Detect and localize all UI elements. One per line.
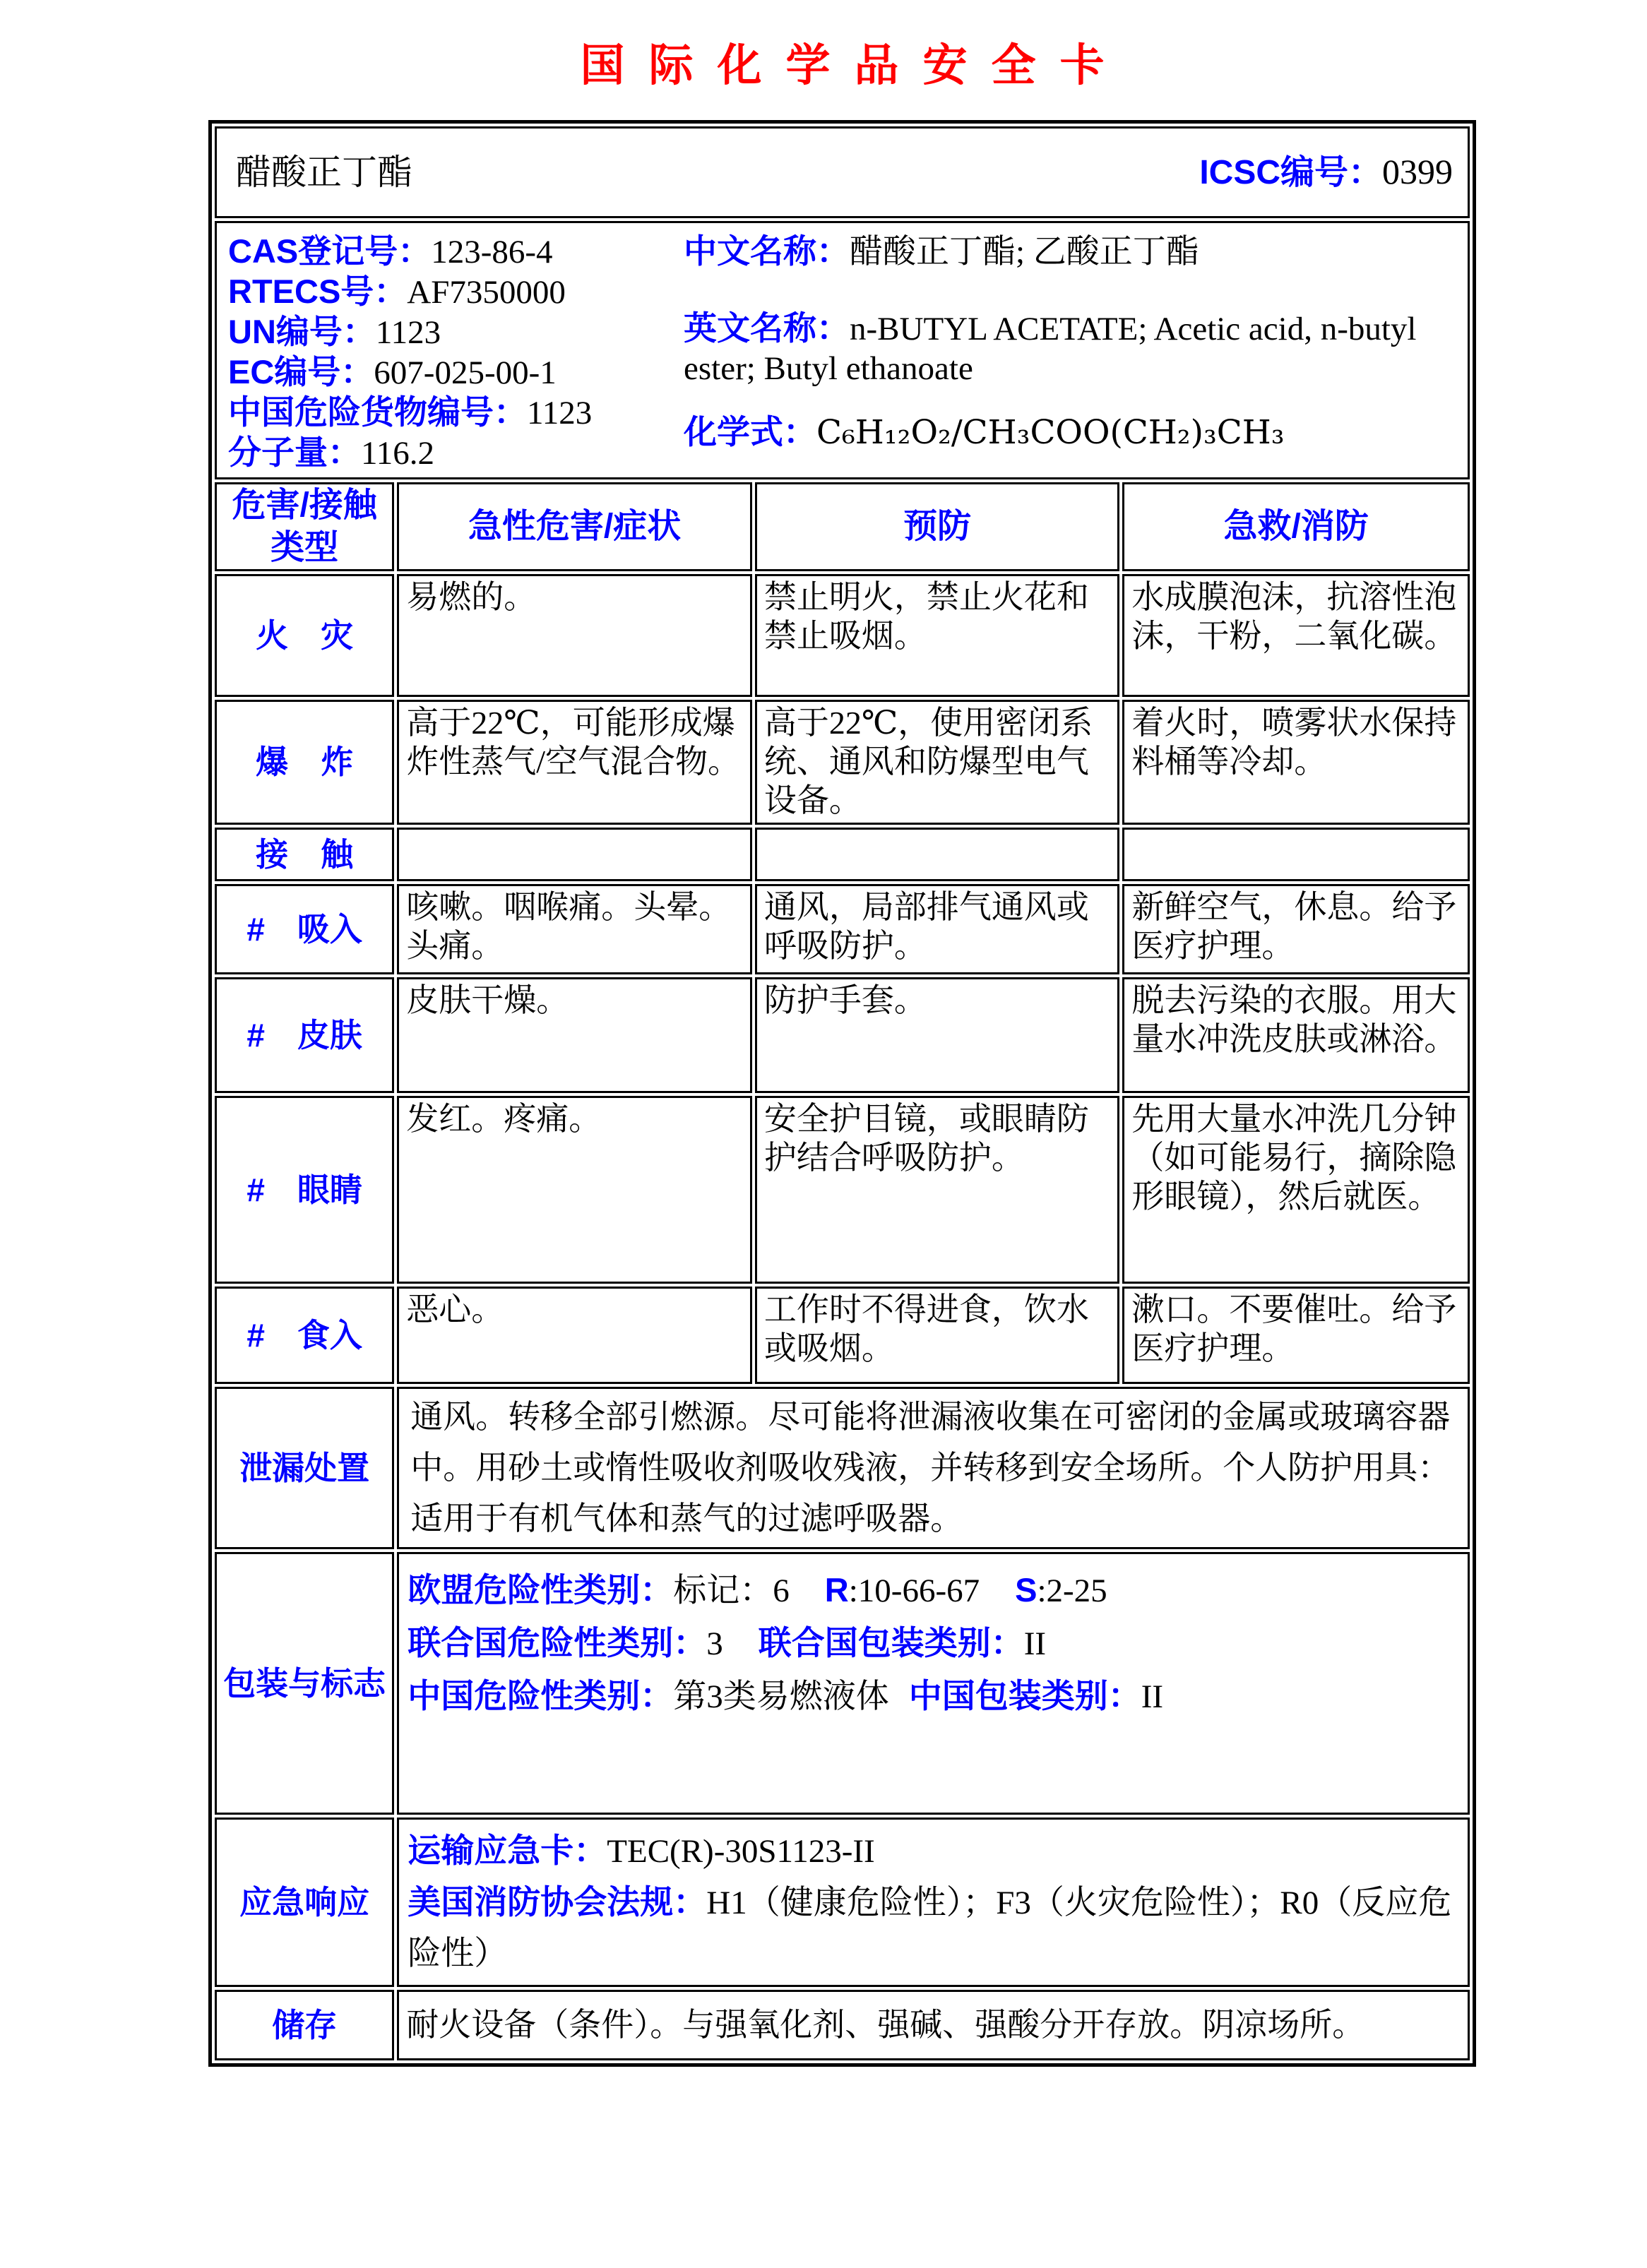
hazard-row-skin: [215, 977, 1470, 1093]
contact-label: 接 触: [215, 828, 394, 881]
chinese-name-value: 醋酸正丁酯; 乙酸正丁酯: [850, 234, 1199, 270]
icsc-number-group: [1199, 150, 1453, 194]
inhalation-prevention: 通风，局部排气通风或呼吸防护。: [755, 884, 1120, 974]
spill-disposal-text: 通风。转移全部引燃源。尽可能将泄漏液收集在可密闭的金属或玻璃容器中。用砂土或惰性吸收剂吸收残液，并转移到安全场所。个人防护用具：适用于有机气体和蒸气的过滤呼吸器。: [397, 1387, 1470, 1549]
nfpa-code-label: 美国消防协会法规：: [408, 1883, 707, 1921]
skin-response: 脱去污染的衣服。用大量水冲洗皮肤或淋浴。: [1122, 977, 1470, 1093]
chemical-formula-value: C₆H₁₂O₂/CH₃COO(CH₂)₃CH₃: [816, 413, 1285, 452]
china-packing-group-value: II: [1141, 1678, 1164, 1715]
emergency-response-label: 应急响应: [215, 1818, 394, 1987]
contact-prevention: [755, 828, 1120, 881]
fire-prevention: 禁止明火，禁止火花和禁止吸烟。: [755, 574, 1120, 697]
s-phrases-label: S: [1015, 1571, 1037, 1609]
ec-number-line: [228, 352, 684, 393]
china-dg-value: 1123: [527, 395, 593, 431]
packaging-labelling-row: [215, 1552, 1470, 1815]
ec-label: EC编号：: [228, 353, 374, 390]
eyes-label: # 眼睛: [215, 1096, 394, 1284]
spill-disposal-row: [215, 1387, 1470, 1549]
icsc-number-label: ICSC编号：: [1199, 154, 1382, 191]
identification-row: [215, 221, 1470, 479]
skin-prevention: 防护手套。: [755, 977, 1120, 1093]
storage-row: [215, 1990, 1470, 2060]
chinese-name-line: [684, 232, 1429, 272]
contact-symptoms: [397, 828, 752, 881]
hazard-row-eyes: [215, 1096, 1470, 1284]
ingestion-response: 漱口。不要催吐。给予医疗护理。: [1122, 1287, 1470, 1384]
packaging-labelling-content: [397, 1552, 1470, 1815]
un-number-line: [228, 312, 684, 352]
english-name-label: 英文名称：: [684, 309, 850, 347]
china-dg-label: 中国危险货物编号：: [228, 393, 527, 431]
transport-emergency-card-line: [408, 1825, 1459, 1877]
china-hazard-class-label: 中国危险性类别：: [408, 1677, 674, 1714]
fire-response: 水成膜泡沫，抗溶性泡沫，干粉，二氧化碳。: [1122, 574, 1470, 697]
molecular-weight-label: 分子量：: [228, 434, 361, 471]
eyes-prevention: 安全护目镜，或眼睛防护结合呼吸防护。: [755, 1096, 1120, 1284]
nfpa-code-line: [408, 1877, 1459, 1979]
header-hazard-type: 危害/接触类型: [215, 482, 394, 571]
english-name-value: n-BUTYL ACETATE; Acetic acid, n-butyl ester; Butyl ethanoate: [684, 311, 1417, 387]
un-value: 1123: [375, 314, 441, 351]
transport-emergency-card-label: 运输应急卡：: [408, 1832, 607, 1869]
eu-hazard-class-label: 欧盟危险性类别：: [408, 1571, 674, 1609]
inhalation-label: # 吸入: [215, 884, 394, 974]
hazard-table-header-row: [215, 482, 1470, 571]
rtecs-number-line: [228, 272, 684, 312]
un-hazard-class-value: 3: [706, 1625, 723, 1662]
explosion-label: 爆 炸: [215, 700, 394, 825]
molecular-weight-line: [228, 433, 684, 473]
nfpa-code-value: H1（健康危险性）；F3（火灾危险性）；R0（反应危险性）: [408, 1885, 1452, 1972]
packaging-labelling-label: 包装与标志: [215, 1552, 394, 1815]
chemical-name: 醋酸正丁酯: [236, 153, 412, 192]
un-hazard-class-label: 联合国危险性类别：: [408, 1624, 707, 1661]
header-first-aid: 急救/消防: [1122, 482, 1470, 571]
skin-label: # 皮肤: [215, 977, 394, 1093]
transport-emergency-card-value: TEC(R)-30S1123-II: [607, 1833, 875, 1870]
emergency-response-row: [215, 1818, 1470, 1987]
s-phrases-value: :2-25: [1037, 1572, 1107, 1609]
hazard-row-ingestion: [215, 1287, 1470, 1384]
chinese-name-label: 中文名称：: [684, 232, 850, 270]
header-acute-hazards: 急性危害/症状: [397, 482, 752, 571]
rtecs-label: RTECS号：: [228, 273, 408, 310]
hazard-row-fire: [215, 574, 1470, 697]
ec-value: 607-025-00-1: [374, 354, 557, 391]
eu-hazard-mark: 标记：6: [673, 1572, 790, 1609]
china-hazard-class-value: 第3类易燃液体: [673, 1678, 889, 1715]
icsc-card-table: [208, 120, 1476, 2067]
spill-disposal-label: 泄漏处置: [215, 1387, 394, 1549]
explosion-response: 着火时，喷雾状水保持料桶等冷却。: [1122, 700, 1470, 825]
china-dg-number-line: [228, 393, 684, 433]
cas-number-line: [228, 232, 684, 272]
storage-text: 耐火设备（条件）。与强氧化剂、强碱、强酸分开存放。阴凉场所。: [397, 1990, 1470, 2060]
hazard-row-explosion: [215, 700, 1470, 825]
eyes-response: 先用大量水冲洗几分钟（如可能易行，摘除隐形眼镜），然后就医。: [1122, 1096, 1470, 1284]
ingestion-prevention: 工作时不得进食，饮水或吸烟。: [755, 1287, 1120, 1384]
emergency-response-content: [397, 1818, 1470, 1987]
card-header-row: [215, 126, 1470, 218]
explosion-prevention: 高于22℃，使用密闭系统、通风和防爆型电气设备。: [755, 700, 1120, 825]
molecular-weight-value: 116.2: [361, 435, 435, 472]
fire-label: 火 灾: [215, 574, 394, 697]
cas-label: CAS登记号：: [228, 232, 432, 270]
chemical-formula-label: 化学式：: [684, 413, 816, 450]
r-phrases-label: R: [824, 1571, 849, 1609]
un-class-line: [408, 1617, 1459, 1670]
registry-numbers: [228, 232, 684, 473]
inhalation-symptoms: 咳嗽。咽喉痛。头晕。头痛。: [397, 884, 752, 974]
skin-symptoms: 皮肤干燥。: [397, 977, 752, 1093]
un-label: UN编号：: [228, 313, 376, 350]
page-title: 国际化学品安全卡: [580, 41, 1129, 90]
cas-value: 123-86-4: [431, 234, 553, 270]
names-and-formula: [684, 232, 1429, 473]
eu-hazard-class-line: [408, 1564, 1459, 1617]
inhalation-response: 新鲜空气，休息。给予医疗护理。: [1122, 884, 1470, 974]
fire-symptoms: 易燃的。: [397, 574, 752, 697]
un-packing-group-label: 联合国包装类别：: [758, 1624, 1024, 1661]
english-name-line: [684, 309, 1429, 388]
explosion-symptoms: 高于22℃，可能形成爆炸性蒸气/空气混合物。: [397, 700, 752, 825]
ingestion-symptoms: 恶心。: [397, 1287, 752, 1384]
rtecs-value: AF7350000: [407, 274, 566, 311]
un-packing-group-value: II: [1023, 1625, 1047, 1662]
china-class-line: [408, 1670, 1459, 1723]
ingestion-label: # 食入: [215, 1287, 394, 1384]
card-header-cell: [215, 126, 1470, 218]
icsc-number-value: 0399: [1382, 152, 1453, 191]
hazard-row-contact: [215, 828, 1470, 881]
r-phrases-value: :10-66-67: [848, 1572, 980, 1609]
hazard-row-inhalation: [215, 884, 1470, 974]
china-packing-group-label: 中国包装类别：: [908, 1677, 1141, 1714]
header-prevention: 预防: [755, 482, 1120, 571]
contact-response: [1122, 828, 1470, 881]
eyes-symptoms: 发红。疼痛。: [397, 1096, 752, 1284]
storage-label: 储存: [215, 1990, 394, 2060]
chemical-formula-line: [684, 412, 1429, 453]
identification-cell: [215, 221, 1470, 479]
